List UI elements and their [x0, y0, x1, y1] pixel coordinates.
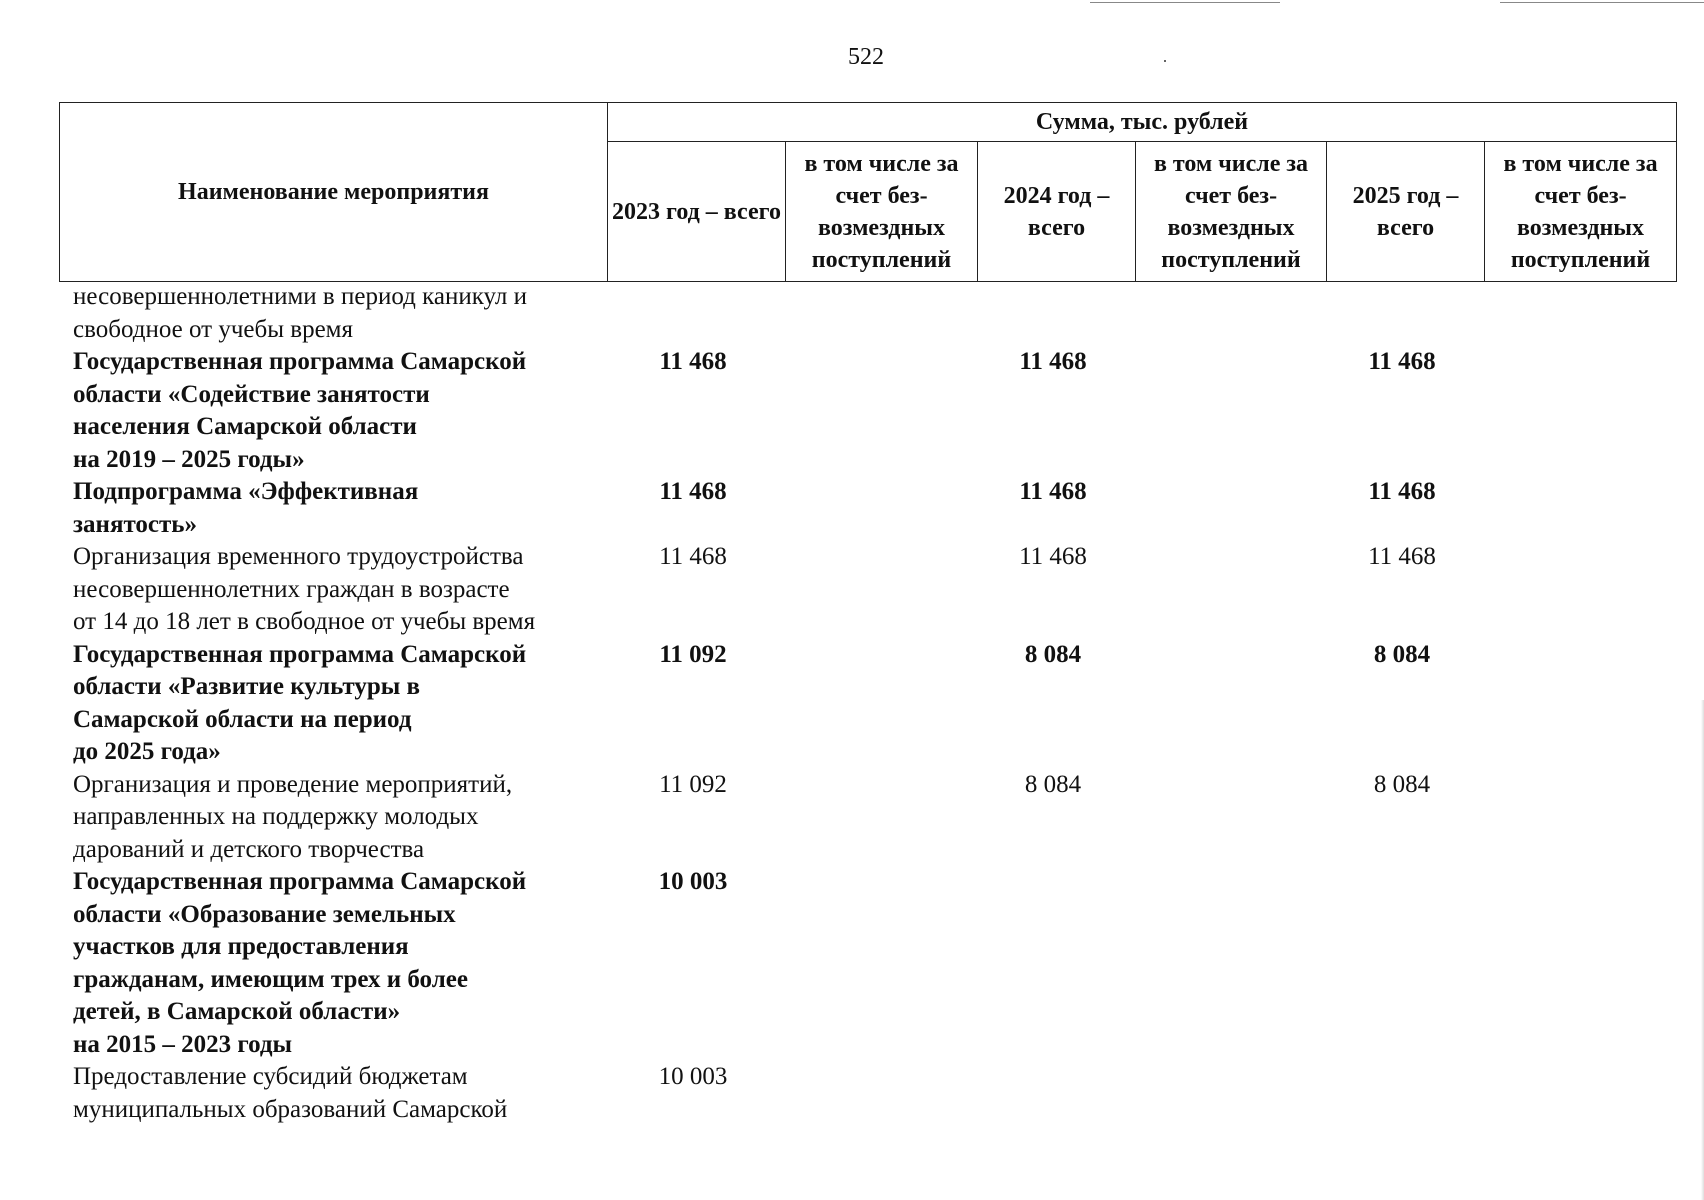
value-2025: 11 468 — [1368, 348, 1436, 375]
row-name: Подпрограмма «Эффективная занятость» — [73, 478, 419, 538]
value-2023: 11 468 — [659, 478, 727, 505]
value-2024: 11 468 — [1019, 478, 1087, 505]
value-2023: 10 003 — [658, 868, 728, 895]
value-2023: 11 092 — [659, 770, 727, 798]
row-name: Государственная программа Самарской области «Содействие занятости населения Самарской области на 2019 – 2025 годы» — [73, 348, 527, 473]
scan-top-line — [1500, 2, 1704, 3]
column-header-2025-free: в том числе за счет без-возмездных поступлений — [1485, 142, 1677, 282]
column-header-2023-total: 2023 год – всего — [608, 142, 786, 282]
table-row — [59, 866, 1676, 1061]
table-row — [59, 639, 1676, 769]
table-header — [59, 102, 1677, 282]
value-2024: 8 084 — [1024, 640, 1082, 668]
row-name: Предоставление субсидий бюджетам муниципальных образований Самарской — [73, 1063, 508, 1123]
scan-top-line — [1090, 2, 1280, 3]
value-2025: 8 084 — [1373, 770, 1431, 798]
page-number: 522 — [848, 44, 884, 70]
row-name: несовершеннолетними в период каникул и свободное от учебы время — [73, 283, 528, 343]
row-name: Государственная программа Самарской области «Образование земельных участков для предоставления гражданам, имеющим трех и более детей, в Самарской области» на 2015 – 2023 годы — [73, 868, 527, 1058]
row-name: Организация временного трудоустройства несовершеннолетних граждан в возрасте от 14 до 18 лет в свободное от учебы время — [73, 543, 536, 635]
column-header-2025-total: 2025 год – всего — [1327, 142, 1485, 282]
table-row — [59, 281, 1676, 346]
value-2025: 11 468 — [1368, 543, 1436, 570]
row-name: Государственная программа Самарской области «Развитие культуры в Самарской области на период до 2025 года» — [73, 640, 527, 765]
column-header-2024-free: в том числе за счет без-возмездных поступлений — [1136, 142, 1327, 282]
table-row — [59, 346, 1676, 476]
value-2023: 11 468 — [659, 348, 727, 375]
row-name: Организация и проведение мероприятий, направленных на поддержку молодых дарований и детского творчества — [73, 770, 513, 863]
table-row — [59, 1061, 1676, 1126]
table-row — [59, 476, 1676, 541]
table-row — [59, 541, 1676, 639]
column-header-2023-free: в том числе за счет без-возмездных поступлений — [786, 142, 978, 282]
value-2025: 11 468 — [1368, 478, 1436, 505]
column-header-2024-total: 2024 год – всего — [978, 142, 1136, 282]
column-header-sum: Сумма, тыс. рублей — [608, 103, 1677, 142]
value-2023: 10 003 — [658, 1063, 728, 1090]
value-2023: 11 092 — [659, 640, 727, 668]
value-2025: 8 084 — [1373, 640, 1431, 668]
value-2023: 11 468 — [659, 543, 727, 570]
value-2024: 11 468 — [1019, 348, 1087, 375]
value-2024: 8 084 — [1024, 770, 1082, 798]
value-2024: 11 468 — [1019, 543, 1087, 570]
table-body — [59, 281, 1676, 1126]
column-header-name: Наименование мероприятия — [60, 103, 608, 282]
table-row — [59, 769, 1676, 867]
